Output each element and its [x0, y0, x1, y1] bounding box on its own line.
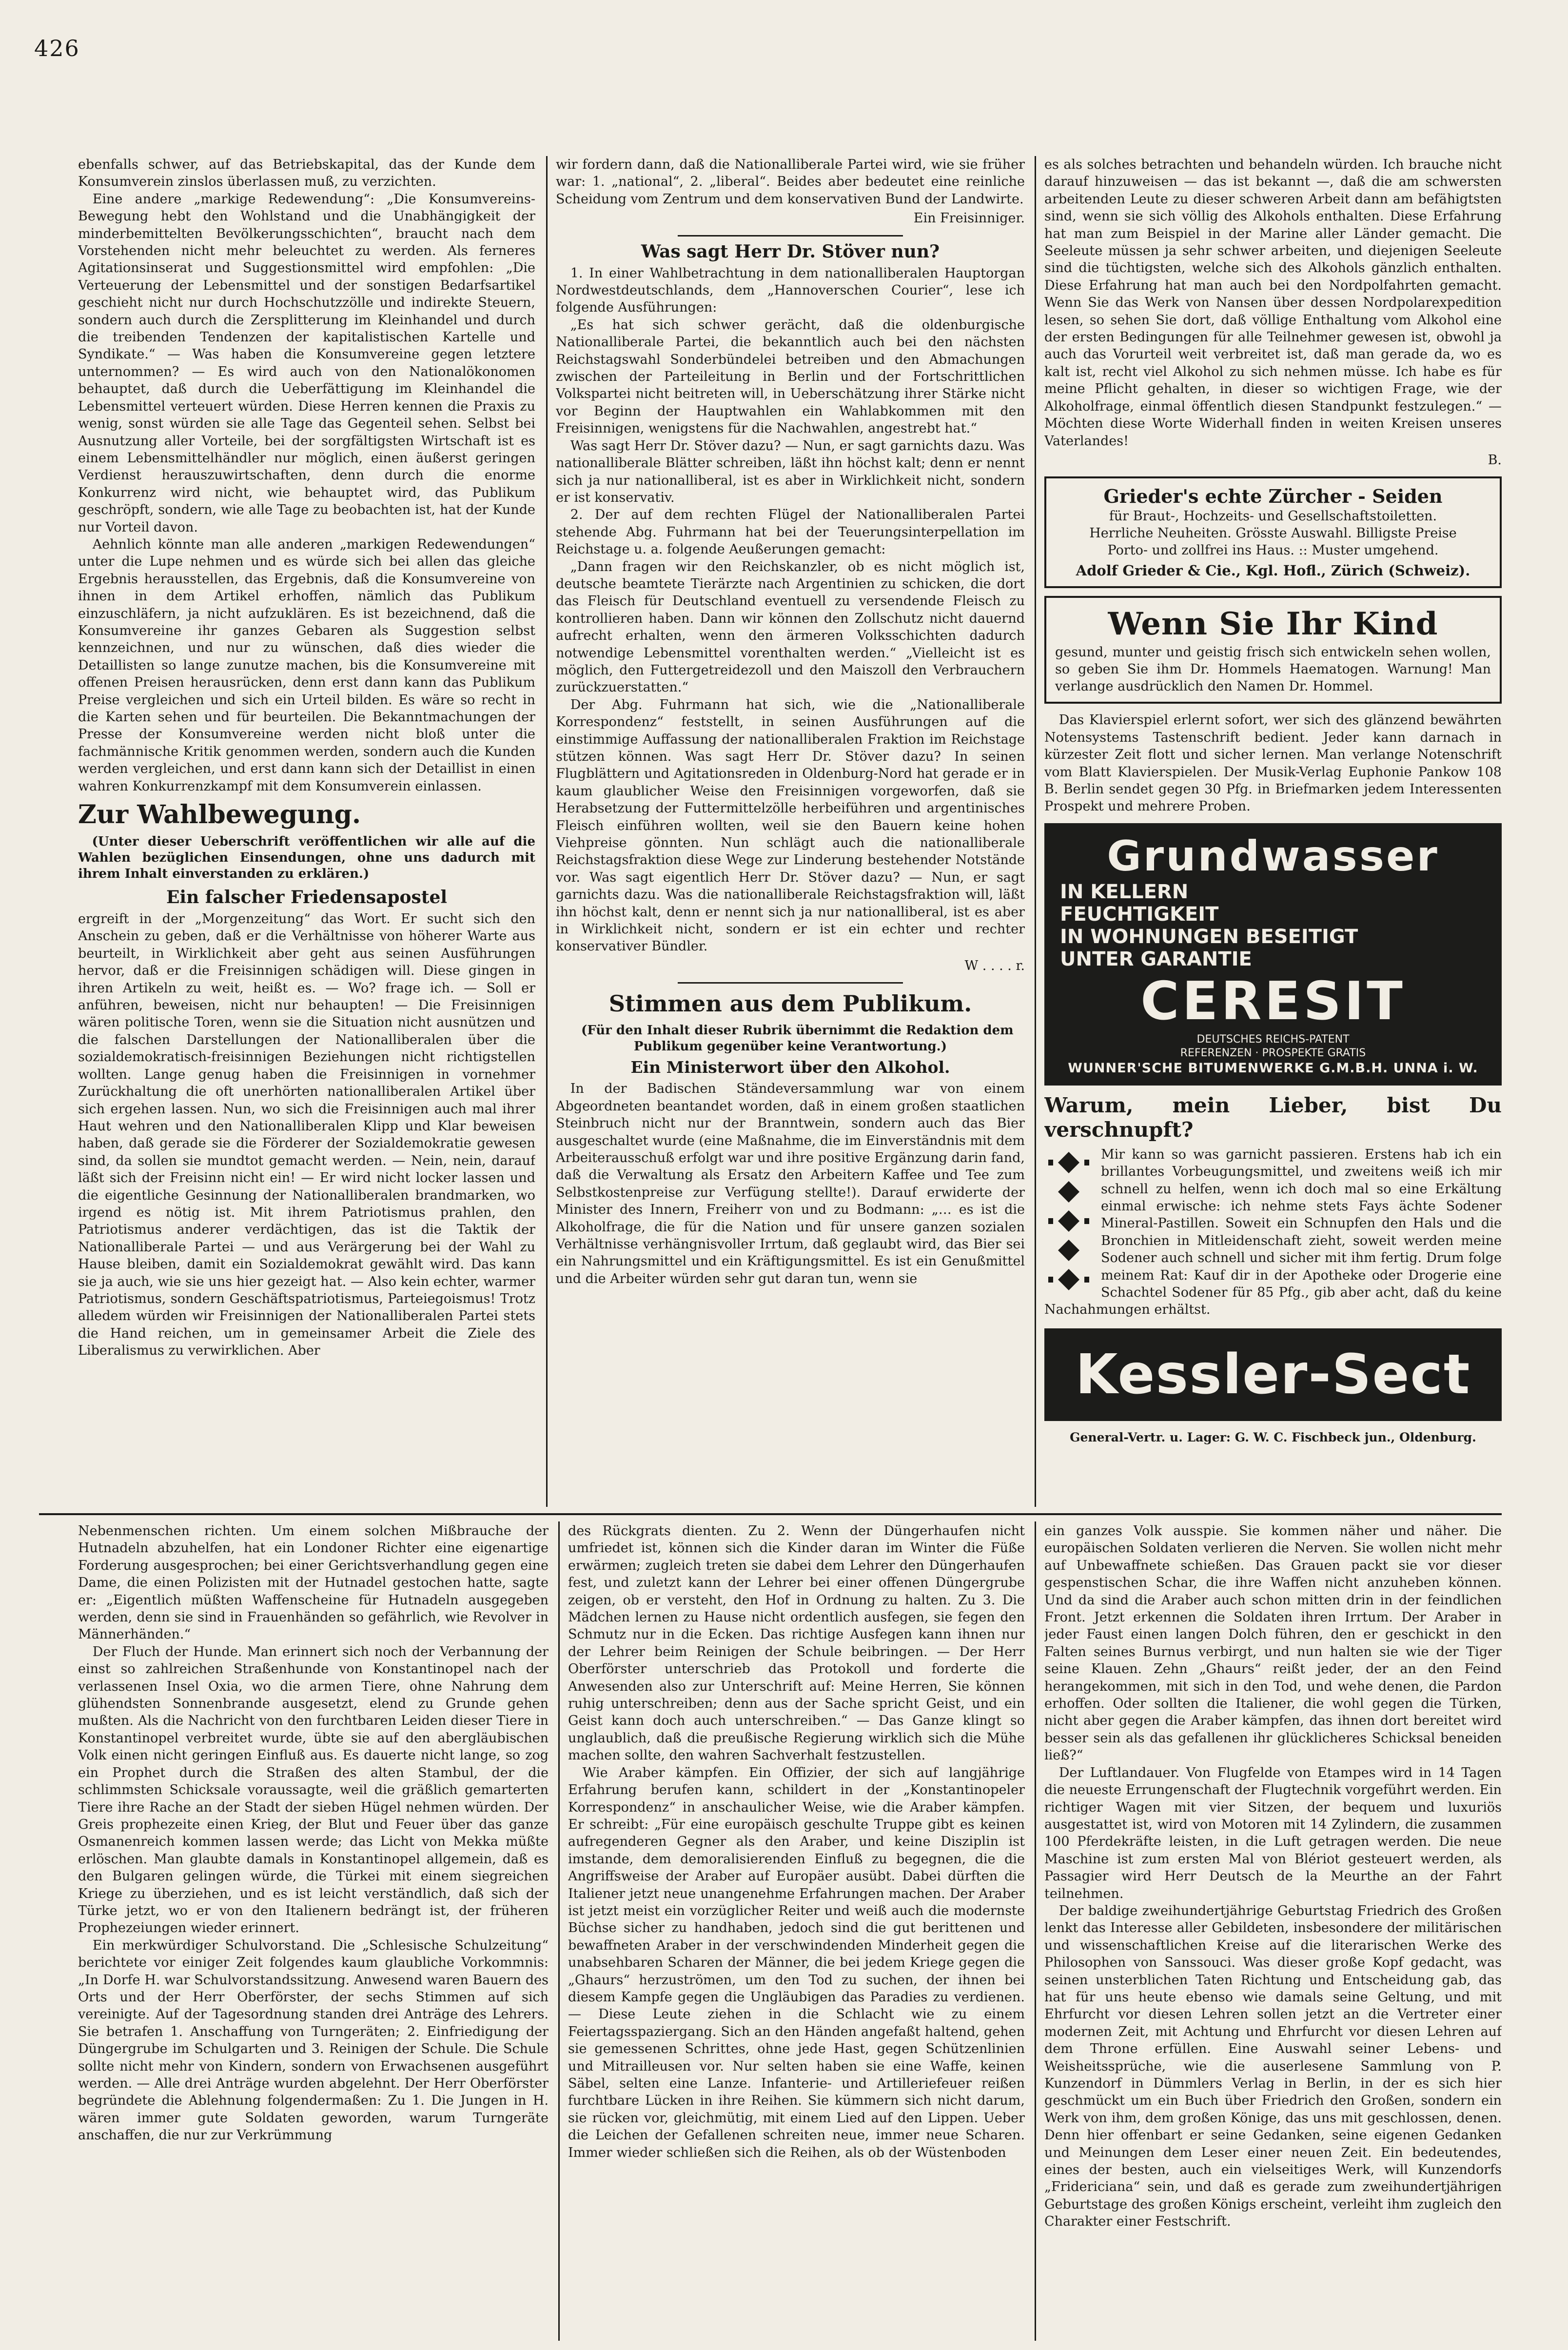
- article-column-1: [78, 156, 535, 1507]
- paragraph: Der Fluch der Hunde. Man erinnert sich noch der Verbannung der einst so zahlreichen Straßenhunde von Konstantinopel nach der verlassenen Insel Oxia, wo die armen Tiere, ohne Nahrung dem glühendsten Sonnenbrande ausgesetzt, elend zu Grunde gehen mußten. Als die Nachricht von den furchtbaren Leiden dieser Tiere in Konstantinopel verbreitet wurde, übte sie auf den abergläubischen Volk einen nicht geringen Einfluß aus. Es dauerte nicht lange, so zog ein Prophet durch die Straßen des alten Stambul, der die schlimmsten Schicksale voraussagte, weil die gräßlich gemarterten Tiere ihre Rache an der Stadt der sieben Hügel nehmen würden. Der Greis prophezeite einen Krieg, der Blut und Feuer über das ganze Osmanenreich kommen lassen werde; das Licht von Mekka müßte erlöschen. Man glaubte damals in Konstantinopel allgemein, daß es den Bulgaren gelingen würde, die Türkei mit einem siegreichen Kriege zu überziehen, und es ist leicht verständlich, daß sich der Türke jetzt, wo er von den Italienern bedrängt ist, der früheren Prophezeiungen wieder erinnert.: [78, 1644, 549, 1936]
- column-rule-2: [1035, 156, 1036, 1507]
- ad-text: General-Vertr. u. Lager: G. W. C. Fischbeck jun., Oldenburg.: [1070, 1430, 1476, 1444]
- ad-text: Herrliche Neuheiten. Grösste Auswahl. Billigste Preise: [1089, 526, 1457, 541]
- article-heading: Ein falscher Friedensapostel: [166, 887, 448, 908]
- divider: [678, 235, 903, 237]
- paragraph: es als solches betrachten und behandeln würden. Ich brauche nicht darauf hinzuweisen — das ist bekannt —, daß die am schwersten arbeitenden Leute zu dieser schweren Arbeit dann am befähigtsten sind, wenn sie sich völlig des Alkohols enthalten. Diese Erfahrung hat man zum Beispiel in der Marine aller Länder gemacht. Die Seeleute müssen ja sehr schwer arbeiten, und diejenigen Seeleute sind die tüchtigsten, welche sich des Alkohols gänzlich enthalten. Diese Erfahrung hat man auch bei den Nordpolfahrten gemacht. Wenn Sie das Werk von Nansen über dessen Nordpolarexpedition lesen, so sehen Sie dort, daß völlige Enthaltung vom Alkohol eine der ersten Bedingungen für alle Teilnehmer gewesen ist, obwohl ja auch das Vorurteil weit verbreitet ist, daß man gerade da, wo es kalt ist, recht viel Alkohol zu sich nehmen müsse. Ich habe es für meine Pflicht gehalten, in dieser so wichtigen Frage, wie der Alkoholfrage, einmal öffentlich diesen Standpunkt festzulegen.“ — Möchten diese Worte Widerhall finden in weiten Kreisen unseres Vaterlandes!: [1044, 157, 1502, 449]
- paragraph: In der Badischen Ständeversammlung war von einem Abgeordneten beantandet worden, daß in einem großen staatlichen Steinbruch nicht nur der Branntwein, sondern auch das Bier ausgeschaltet wurde (eine Maßnahme, die im Einverständnis mit dem Arbeiterausschuß erfolgt war und ihre positive Ergänzung darin fand, daß die Verwaltung als Ersatz den Arbeitern Kaffee und Tee zum Selbstkostenpreise zur Verfügung stellte!). Darauf erwiderte der Minister des Innern, Freiherr von und zu Bodmann: „… es ist die Alkoholfrage, die für die Nation und für unsere ganzen sozialen Verhältnisse verhängnisvoller Irrtum, daß geglaubt wird, das Bier sei ein Nahrungsmittel und ein Kräftigungsmittel. Es ist ein Genußmittel und die Arbeiter würden sehr gut daran tun, wenn sie: [556, 1081, 1025, 1286]
- editorial-note: (Unter dieser Ueberschrift veröffentlichen wir alle auf die Wahlen bezüglichen Einsendungen, ohne uns dadurch mit ihrem Inhalt einverstanden zu erklären.): [78, 834, 535, 882]
- paragraph: 1. In einer Wahlbetrachtung in dem nationalliberalen Hauptorgan Nordwestdeutschlands, dem „Hannoverschen Courier“, lese ich folgende Ausführungen:: [556, 265, 1025, 316]
- ad-text: gesund, munter und geistig frisch sich entwickeln sehen wollen, so geben Sie ihm Dr. Hommels Haematogen. Warnung! Man verlange ausdrücklich den Namen Dr. Hommel.: [1055, 645, 1491, 694]
- paragraph: Eine andere „markige Redewendung“: „Die Konsumvereins-Bewegung hebt den Wohlstand und die Unabhängigkeit der minderbemittelten Bevölkerungsschichten“, braucht nach dem Vorstehenden nicht mehr beleuchtet zu werden. Als ferneres Agitationsinserat und Suggestionsmittel wird empfohlen: „Die Verteuerung der Lebensmittel und der sonstigen Bedarfsartikel geschieht nicht nur durch Hochschutzzölle und indirekte Steuern, sondern auch durch die Zersplitterung im Kleinhandel und durch die treibenden Tendenzen der kapitalistischen Kartelle und Syndikate.“ — Was haben die Konsumvereine gegen letztere unternommen? — Es wird auch von den Nationalökonomen behauptet, daß durch die Ueberfättigung im Kleinhandel die Lebensmittel verteuert würden. Diese Herren kennen die Praxis zu wenig, sonst würden sie alle Tage das Gegenteil sehen. Selbst bei Ausnutzung aller Vorteile, bei der sorgfältigsten Wirtschaft ist es einem Lebensmittelhändler nur möglich, einen äußerst geringen Verdienst herauszuwirtschaften, denn durch die enorme Konkurrenz wird nicht, wie behauptet wird, das Publikum geschröpft, sondern, wie alle Tage zu beobachten ist, hat der Kunde nur Vorteil davon.: [78, 191, 535, 535]
- ad-heading: Warum, mein Lieber, bist Du verschnupft?: [1044, 1093, 1502, 1142]
- article-heading: Was sagt Herr Dr. Stöver nun?: [641, 241, 940, 262]
- paragraph: Wie Araber kämpfen. Ein Offizier, der sich auf langjährige Erfahrung berufen kann, schildert in der „Konstantinopeler Korrespondenz“ in anschaulicher Weise, wie die Araber kämpfen. Er schreibt: „Für eine europäisch geschulte Truppe gibt es keinen aufregenderen Gegner als den Araber, und keine Disziplin ist imstande, dem demoralisierenden Einfluß zu begegnen, die die Angriffsweise der Araber auf Europäer ausübt. Dabei dürften die Italiener jetzt neue unangenehme Erfahrungen machen. Der Araber ist jetzt meist ein vorzüglicher Reiter und weiß auch die modernste Büchse sicher zu handhaben, jedoch sind die gut berittenen und bewaffneten Araber in der verschwindenden Minderheit gegen die unabsehbaren Scharen der Männer, die bei jedem Kriege gegen die „Ghaurs“ herzuströmen, um den Tod zu suchen, der ihnen bei diesem Kampfe gegen die Ungläubigen das Paradies zu verdienen. — Diese Leute ziehen in die Schlacht wie zu einem Feiertagsspaziergang. Sich an den Händen angefaßt haltend, gehen sie gemessenen Schrittes, ohne jede Hast, gegen Schützenlinien und Mitrailleusen vor. Nur selten haben sie eine Waffe, keinen Säbel, selten eine Lanze. Infanterie- und Artilleriefeuer reißen furchtbare Lücken in ihre Reihen. Sie kümmern sich nicht darum, sie rücken vor, gleichmütig, mit einem Lied auf den Lippen. Ueber die Leichen der Gefallenen schreiten neue, immer neue Scharen. Immer wieder schließen sich die Reihen, als ob der Wüstenboden: [568, 1765, 1025, 2160]
- ad-text: für Braut-, Hochzeits- und Gesellschaftstoiletten.: [1109, 509, 1437, 524]
- divider: [678, 982, 903, 984]
- paragraph: Aehnlich könnte man alle anderen „markigen Redewendungen“ unter die Lupe nehmen und es würde sich bei allen das gleiche Ergebnis herausstellen, das Ergebnis, daß die Konsumvereine von ihnen in dem Artikel erhoffen, nämlich das Publikum einzuschläfern, ja nicht aufzuklären. Es ist bezeichnend, daß die Konsumvereine ihr ganzes Gebaren als Suggestion selbst kennzeichnen, und nur zu wünschen, daß dies wieder die Detaillisten so lange zunutze machen, bis die Konsumvereine mit offenen Preisen herausrücken, denn erst dann kann das Publikum Preise vergleichen und sich ein Urteil bilden. Es wäre so recht in die Karten sehen und für beurteilen. Die Bekanntmachungen der Presse der Konsumvereine werden nicht bloß unter die fachmännische Kritik genommen werden, sondern auch die Kunden werden vergleichen, und erst dann kann sich der Detaillist in einen wahren Konkurrenzkampf mit dem Konsumverein einlassen.: [78, 536, 535, 794]
- paragraph: Der baldige zweihundertjährige Geburtstag Friedrich des Großen lenkt das Interesse aller Gebildeten, insbesondere der militärischen und wissenschaftlichen Kreise auf die literarischen Werke des Philosophen von Sanssouci. Was dieser große Kopf gedacht, was seinen unsterblichen Taten Richtung und Entscheidung gab, das hat für uns heute ebenso wie damals seine Geltung, und mit Ehrfurcht vor diesen Lehren sollen jetzt an die Vertreter einer modernen Zeit, mit Achtung und Ehrfurcht vor diesen Lehren auf dem Throne erfüllen. Eine Auswahl seiner Lebens- und Weisheitssprüche, wie die auserlesene Sammlung von P. Kunzendorf in Dümmlers Verlag in Berlin, in der es sich hier geschmückt um ein Buch über Friedrich den Großen, sondern ein Werk von ihm, dem großen Könige, das uns mit geschlossen, denen. Denn hier offenbart er seine Gedanken, seine eigenen Gedanken und Meinungen dem Leser einer neuen Zeit. Ein bedeutendes, eines der besten, auch ein vielseitiges Werk, will Kunzendorfs „Fridericiana“ sein, und daß es gerade zum zweihundertjährigen Geburtstage des großen Königs erscheint, verleiht ihm zugleich den Charakter einer Festschrift.: [1044, 1903, 1502, 2230]
- ad-text: FEUCHTIGKEIT: [1060, 903, 1219, 926]
- advertisement-grieder: [1044, 476, 1502, 588]
- horizontal-rule: [39, 1513, 1502, 1515]
- paragraph: Das Klavierspiel erlernt sofort, wer sich des glänzend bewährten Notensystems Tastenschrift bedient. Jeder kann darnach in kürzester Zeit flott und sicher lernen. Man verlange Notenschrift vom Blatt Klavierspielen. Der Musik-Verlag Euphonie Pankow 108 B. Berlin sendet gegen 30 Pfg. in Briefmarken jedem Interessenten Prospekt und mehrere Proben.: [1044, 712, 1502, 814]
- paragraph: „Es hat sich schwer gerächt, daß die oldenburgische Nationalliberale Partei, die bekanntlich auch bei den nächsten Reichstagswahl Sonderbündelei betreiben und den Abmachungen zwischen der Parteileitung in Berlin und der Fortschrittlichen Volkspartei nicht beitreten will, in Ueberschätzung ihrer Stärke nicht vor Beginn der Hauptwahlen ein Wahlabkommen mit den Freisinnigen, wenigstens für die Nachwahlen, angestrebt hat.“: [556, 317, 1025, 436]
- section-heading: Stimmen aus dem Publikum.: [608, 990, 972, 1017]
- signature: B.: [1488, 452, 1502, 468]
- ad-brand: CERESIT: [1140, 970, 1406, 1032]
- paragraph: Nebenmenschen richten. Um einem solchen Mißbrauche der Hutnadeln abzuhelfen, hat ein Londoner Richter eine eigenartige Forderung ausgesprochen; bei einer Gerichtsverhandlung gegen eine Dame, die einen Polizisten mit der Hutnadel gestochen hatte, sagte er: „Eigentlich müßten Waffenscheine für Hutnadeln ausgegeben werden, denn sie sind in Frauenhänden so gefährlich, wie Revolver in Männerhänden.“: [78, 1523, 549, 1642]
- column-rule-1: [546, 156, 548, 1507]
- paragraph: „Dann fragen wir den Reichskanzler, ob es nicht möglich ist, deutsche beamtete Tierärzte nach Argentinien zu schicken, die dort das Fleisch für Deutschland eventuell zu versendende Fleisch zu kontrollieren haben. Dann wir können den Zollschutz nicht dauernd aufrecht erhalten, wenn den ärmeren Volksschichten dadurch notwendige Lebensmittel vorenthalten werden.“ „Vielleicht ist es möglich, den Futtergetreidezoll und den Maiszoll den Verbrauchern zurückzuerstatten.“: [556, 559, 1025, 695]
- paragraph: 2. Der auf dem rechten Flügel der Nationalliberalen Partei stehende Abg. Fuhrmann hat bei der Teuerungsinterpellation im Reichstage u. a. folgende Aeußerungen gemacht:: [556, 507, 1025, 557]
- article-column-3: [1044, 156, 1502, 1507]
- page-number: 426: [34, 35, 80, 61]
- paragraph: Mir kann so was garnicht passieren. Erstens hab ich ein brillantes Vorbeugungsmittel, und zweitens weiß ich mir schnell zu helfen, wenn ich doch mal so eine Erkältung einmal erwische: ich nehme stets Fays ächte Sodener Mineral-Pastillen. Soweit ein Schnupfen den Hals und die Bronchien in Mitleidenschaft zieht, soweit werden meine Sodener auch schnell und sicher mit ihm fertig. Drum folge meinem Rat: Kauf dir in der Apotheke oder Drogerie eine Schachtel Sodener für 85 Pfg., gib aber acht, daß du keine Nachahmungen erhältst.: [1044, 1146, 1502, 1318]
- advertisement-hommel: [1044, 596, 1502, 704]
- paragraph: Der Abg. Fuhrmann hat sich, wie die „Nationalliberale Korrespondenz“ feststellt, in seinen Ausführungen auf die einstimmige Auffassung der nationalliberalen Fraktion im Reichstage stützen können. Was sagt Herr Dr. Stöver dazu? In seinen Flugblättern und Agitationsreden in Oldenburg-Nord hat gerade er in kaum glaublicher Weise den Freisinnigen vorgeworfen, daß sie Herabsetzung der Futtermittelzölle herbeiführen und argentinisches Fleisch einführen wollten, weil sie den Bauern keine hohen Viehpreise gönnten. Nun schlägt auch die nationalliberale Reichstagsfraktion diese Wege zur Linderung bestehender Notstände vor. Was sagt eigentlich Herr Dr. Stöver dazu? — Nun, er sagt garnichts dazu. Was die nationalliberale Reichstagsfraktion will, läßt ihn höchst kalt, denn er nennt sich ja nur nationalliberal, ist es aber in Wirklichkeit nicht, sondern er ist ein echter und rechter konservativer Bündler.: [556, 697, 1025, 954]
- article-column-2: [556, 156, 1025, 1507]
- bottom-column-1: [78, 1522, 549, 2342]
- article-heading: Ein Ministerwort über den Alkohol.: [630, 1058, 950, 1077]
- paragraph: ergreift in der „Morgenzeitung“ das Wort. Er sucht sich den Anschein zu geben, daß er die Verhältnisse von höherer Warte aus beurteilt, in Wirklichkeit aber geht aus seinen Ausführungen hervor, daß er die Freisinnigen schädigen will. Diese gingen in ihren Artikeln zu weit, heißt es. — Wo? frage ich. — Soll er anführen, beweisen, nicht nur behaupten! — Die Freisinnigen wären politische Toren, wenn sie die Situation nicht ausnützen und die falschen Darstellungen der Nationalliberalen über die sozialdemokratisch-freisinnigen Beziehungen nicht richtigstellen wollten. Lange genug haben die Freisinnigen in vornehmer Zurückhaltung die oft unerhörten nationalliberalen Artikel über sich ergehen lassen. Nun, wo sich die Freisinnigen auch mal ihrer Haut wehren und den Nationalliberalen Klipp und Klar beweisen haben, daß gerade sie die Förderer der Sozialdemokratie gewesen sind, da sollen sie mundtot gemacht werden. — Nein, nein, darauf läßt sich der Freisinn nicht ein! — Er wird nicht locker lassen und die eigentliche Gesinnung der Nationalliberalen brandmarken, wo irgend es nötig ist. Mit ihrem Patriotismus prahlen, den Patriotismus anderer verdächtigen, das ist die Taktik der Nationalliberale Partei — und aus Verärgerung bei der Wahl zu Hause bleiben, damit ein Sozialdemokrat gewählt wird. Das kann sie ja auch, wie sie uns hier gezeigt hat. — Also kein echter, warmer Patriotismus, sondern Geschäftspatriotismus, Parteiegoismus! Trotz alledem würden wir Freisinnigen der Nationalliberalen Partei stets die Hand reichen, um in gemeinsamer Arbeit die Ziele des Liberalismus zu verwirklichen. Aber: [78, 911, 535, 1359]
- advertisement-kessler: [1044, 1328, 1502, 1421]
- advertisement-ceresit: [1044, 823, 1502, 1086]
- signature: W . . . . r.: [964, 958, 1025, 973]
- ad-text: UNTER GARANTIE: [1060, 948, 1252, 970]
- editorial-note: (Für den Inhalt dieser Rubrik übernimmt die Redaktion dem Publikum gegenüber keine Verantwortung.): [581, 1023, 1014, 1054]
- ad-title: Wenn Sie Ihr Kind: [1108, 606, 1438, 643]
- paragraph: Der Luftlandauer. Von Flugfelde von Etampes wird in 14 Tagen die neueste Errungenschaft der Flugtechnik vorgeführt werden. Ein richtiger Wagen mit vier Sitzen, der bequem und luxuriös ausgestattet ist, wird von Motoren mit 14 Zylindern, die zusammen 100 Pferdekräfte leisten, in die Luft getragen werden. Die neue Maschine ist zum ersten Mal von Blériot gesteuert werden, als Passagier wird Herr Deutsch de la Meurthe an der Fahrt teilnehmen.: [1044, 1765, 1502, 1901]
- ad-text: Adolf Grieder & Cie., Kgl. Hofl., Zürich (Schweiz).: [1076, 562, 1470, 579]
- paragraph: ebenfalls schwer, auf das Betriebskapital, das der Kunde dem Konsumverein zinslos überlassen muß, zu verzichten.: [78, 157, 535, 190]
- ad-text: WUNNER'SCHE BITUMENWERKE G.M.B.H. UNNA i. W.: [1068, 1060, 1478, 1076]
- paragraph: wir fordern dann, daß die Nationalliberale Partei wird, wie sie früher war: 1. „national“, 2. „liberal“. Beides aber bedeutet eine reinliche Scheidung vom Zentrum und dem konservativen Bund der Landwirte.: [556, 157, 1025, 207]
- bottom-column-2: [568, 1522, 1025, 2342]
- ad-brand: Kessler-Sect: [1075, 1343, 1471, 1406]
- signature: Ein Freisinniger.: [913, 211, 1025, 226]
- paragraph: des Rückgrats dienten. Zu 2. Wenn der Düngerhaufen nicht umfriedet ist, können sich die Kinder daran im Winter die Füße erwärmen; zugleich treten sie dabei dem Lehrer den Düngerhaufen fest, und zuletzt kann der Lehrer bei einer offenen Düngergrube zeigen, ob er versteht, den Hof in Ordnung zu halten. Zu 3. Die Mädchen lernen zu Hause nicht ordentlich ausfegen, sie fegen den Schmutz nur in die Ecken. Das richtige Ausfegen kann ihnen nur der Lehrer beim Reinigen der Schule beibringen. — Der Herr Oberförster unterschrieb das Protokoll und forderte die Anwesenden also zur Unterschrift auf: Meine Herren, Sie können ruhig unterschreiben; denn aus der Sache spricht Geist, und ein Geist kann doch auch unterschreiben.“ — Das Ganze klingt so unglaublich, daß die preußische Regierung wirklich sich die Mühe machen sollte, den wahren Sachverhalt festzustellen.: [568, 1523, 1025, 1763]
- ad-title: Grieder's echte Zürcher - Seiden: [1103, 485, 1443, 508]
- ad-text: DEUTSCHES REICHS-PATENT: [1196, 1033, 1350, 1046]
- ad-title: Grundwasser: [1107, 831, 1439, 881]
- ad-text: IN WOHNUNGEN BESEITIGT: [1060, 925, 1358, 948]
- column-rule-3: [558, 1521, 560, 2341]
- column-rule-4: [1035, 1521, 1036, 2341]
- paragraph: Was sagt Herr Dr. Stöver dazu? — Nun, er sagt garnichts dazu. Was nationalliberale Blätter schreiben, läßt ihn höchst kalt; denn er nennt sich ja nur nationalliberal, ist es aber in Wirklichkeit nicht, sondern er ist konservativ.: [556, 438, 1025, 505]
- ad-text: IN KELLERN: [1060, 880, 1189, 903]
- ornament-icon: [1044, 1148, 1093, 1294]
- ad-text: Porto- und zollfrei ins Haus. :: Muster umgehend.: [1107, 543, 1439, 558]
- section-heading: Zur Wahlbewegung.: [78, 800, 361, 830]
- ad-text: REFERENZEN · PROSPEKTE GRATIS: [1180, 1047, 1366, 1059]
- paragraph: ein ganzes Volk ausspie. Sie kommen näher und näher. Die europäischen Soldaten verlieren die Nerven. Sie wollen nicht mehr auf Unbewaffnete schießen. Das Grauen packt sie vor dieser gespenstischen Schar, die ihre Waffen nicht anzuheben können. Und da sind die Araber auch schon mitten drin in der feindlichen Front. Jetzt erkennen die Soldaten ihren Irrtum. Der Araber in jeder Faust einen langen Dolch führen, den er geschickt in den Falten seines Burnus verbirgt, und nun halten sie wie der Tiger seine Klauen. Zehn „Ghaurs“ reißt jeder, der an den Feind herangekommen, mit sich in den Tod, und wehe denen, die Pardon erhoffen. Oder sollten die Italiener, die wohl gegen die Türken, nicht aber gegen die Araber kämpfen, das ihnen dort bereitet wird besser sein als das gefallenen ihr glücklicheres Schicksal beneiden ließ?“: [1044, 1523, 1502, 1763]
- bottom-column-3: [1044, 1522, 1502, 2342]
- paragraph: Ein merkwürdiger Schulvorstand. Die „Schlesische Schulzeitung“ berichtete vor einiger Zeit folgendes kaum glaubliche Vorkommnis: „In Dorfe H. war Schulvorstandssitzung. Anwesend waren Bauern des Orts und der Herr Oberförster, der sechs Stimmen auf sich vereinigte. Auf der Tagesordnung standen drei Anträge des Lehrers. Sie betrafen 1. Anschaffung von Turngeräten; 2. Einfriedigung der Düngergrube im Schulgarten und 3. Reinigen der Schule. Die Schule sollte nicht mehr von Kindern, sondern von Erwachsenen ausgeführt werden. — Alle drei Anträge wurden abgelehnt. Der Herr Oberförster begründete die Ablehnung folgendermaßen: Zu 1. Die Jungen in H. wären immer gute Soldaten geworden, warum Turngeräte anschaffen, die nur zur Verkrümmung: [78, 1937, 549, 2143]
